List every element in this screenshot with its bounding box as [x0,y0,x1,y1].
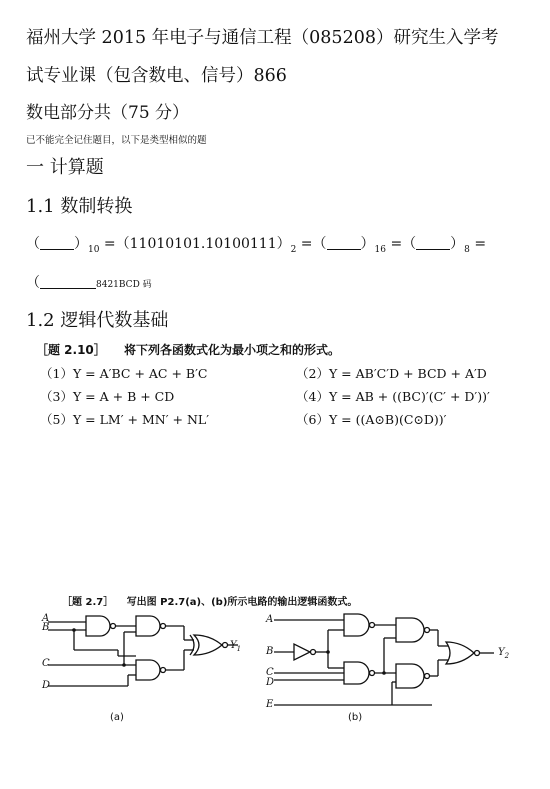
sub-16: 16 [374,244,386,255]
label-a-input-D: D [42,680,51,691]
sub-8: 8 [464,244,470,255]
blank-bcd [40,276,96,289]
nand-gate-2 [136,616,160,636]
blank-oct [416,237,450,250]
label-b-input-A: A [266,614,274,625]
label-b-input-E: E [266,699,274,710]
q11-heading: 1.1 数制转换 [26,196,133,217]
circuit-b-diagram [262,608,522,718]
problem-27-header [62,593,357,608]
item-5: （5）Y = LM′ + MN′ + NL′ [40,412,210,427]
eq-open-hex: =（ [300,236,327,252]
problem-210-label: ［题 2.10］ [36,343,106,357]
paren-close-oct: ） [450,236,465,252]
nand-gate-3 [136,660,160,680]
nand-b-1 [344,614,369,636]
label-b-output: $Y_2$ [498,647,510,660]
caption-b: (b) [348,712,363,723]
label-b-input-B: B [266,646,274,657]
memory-note: 已不能完全记住题目，以下是类型相似的题 [26,135,207,146]
circuit-a-diagram [38,608,248,728]
eq-open-oct: =（ [390,236,417,252]
label-a-input-B: B [42,622,50,633]
bcd-suffix: 8421BCD 码 [96,280,152,290]
blank-decimal [40,237,74,250]
caption-a: (a) [110,712,124,723]
item-6: （6）Y = ((A⊙B)(C⊙D))′ [296,412,447,427]
eq-final: = [474,236,487,252]
item-4: （4）Y = AB + ((BC)′(C′ + D′))′ [296,389,490,404]
nand-bubble-1 [111,624,116,629]
section-total: 数电部分共（75 分） [26,103,190,123]
sub-2: 2 [290,244,297,255]
doc-title-line1: 福州大学 2015 年电子与通信工程（085208）研究生入学考 [26,28,499,48]
sub-10: 10 [88,244,100,255]
item-1: （1）Y = A′BC + AC + B′C [40,366,208,381]
inverter [294,644,310,660]
binary-value: =（11010101.10100111） [103,236,291,252]
xor-input-curve [190,635,194,655]
item-3: （3）Y = A + B + CD [40,389,175,404]
nor-gate-b [446,642,474,664]
problem-210-header [36,341,340,358]
nand-b-3 [396,618,424,642]
q12-heading: 1.2 逻辑代数基础 [26,310,169,331]
nand-gate-1 [86,616,110,636]
label-a-input-A: A [42,613,50,624]
conversion-line-1 [26,233,486,255]
label-a-input-C: C [42,658,50,669]
nand-b-4 [396,664,424,688]
paren-close-hex: ） [360,236,375,252]
blank-hex [327,237,361,250]
problem-27-text: 写出图 P2.7(a)、(b)所示电路的输出逻辑函数式。 [126,597,358,608]
label-b-input-D: D [266,677,275,688]
problem-27-label: ［题 2.7］ [62,597,114,608]
conversion-line-2 [26,272,152,292]
problem-210-text: 将下列各函数式化为最小项之和的形式。 [123,343,340,357]
paren-open-bcd: （ [26,275,40,291]
label-a-output: $Y_1$ [230,640,242,653]
doc-title-line2: 试专业课（包含数电、信号）866 [26,66,287,86]
label-b-input-C: C [266,667,274,678]
paren-open: （ [26,236,40,252]
paren-close: ） [74,236,88,252]
item-2: （2）Y = AB′C′D + BCD + A′D [296,366,487,381]
part1-heading: 一 计算题 [26,157,104,178]
xor-gate [194,635,222,655]
nand-b-2 [344,662,369,684]
